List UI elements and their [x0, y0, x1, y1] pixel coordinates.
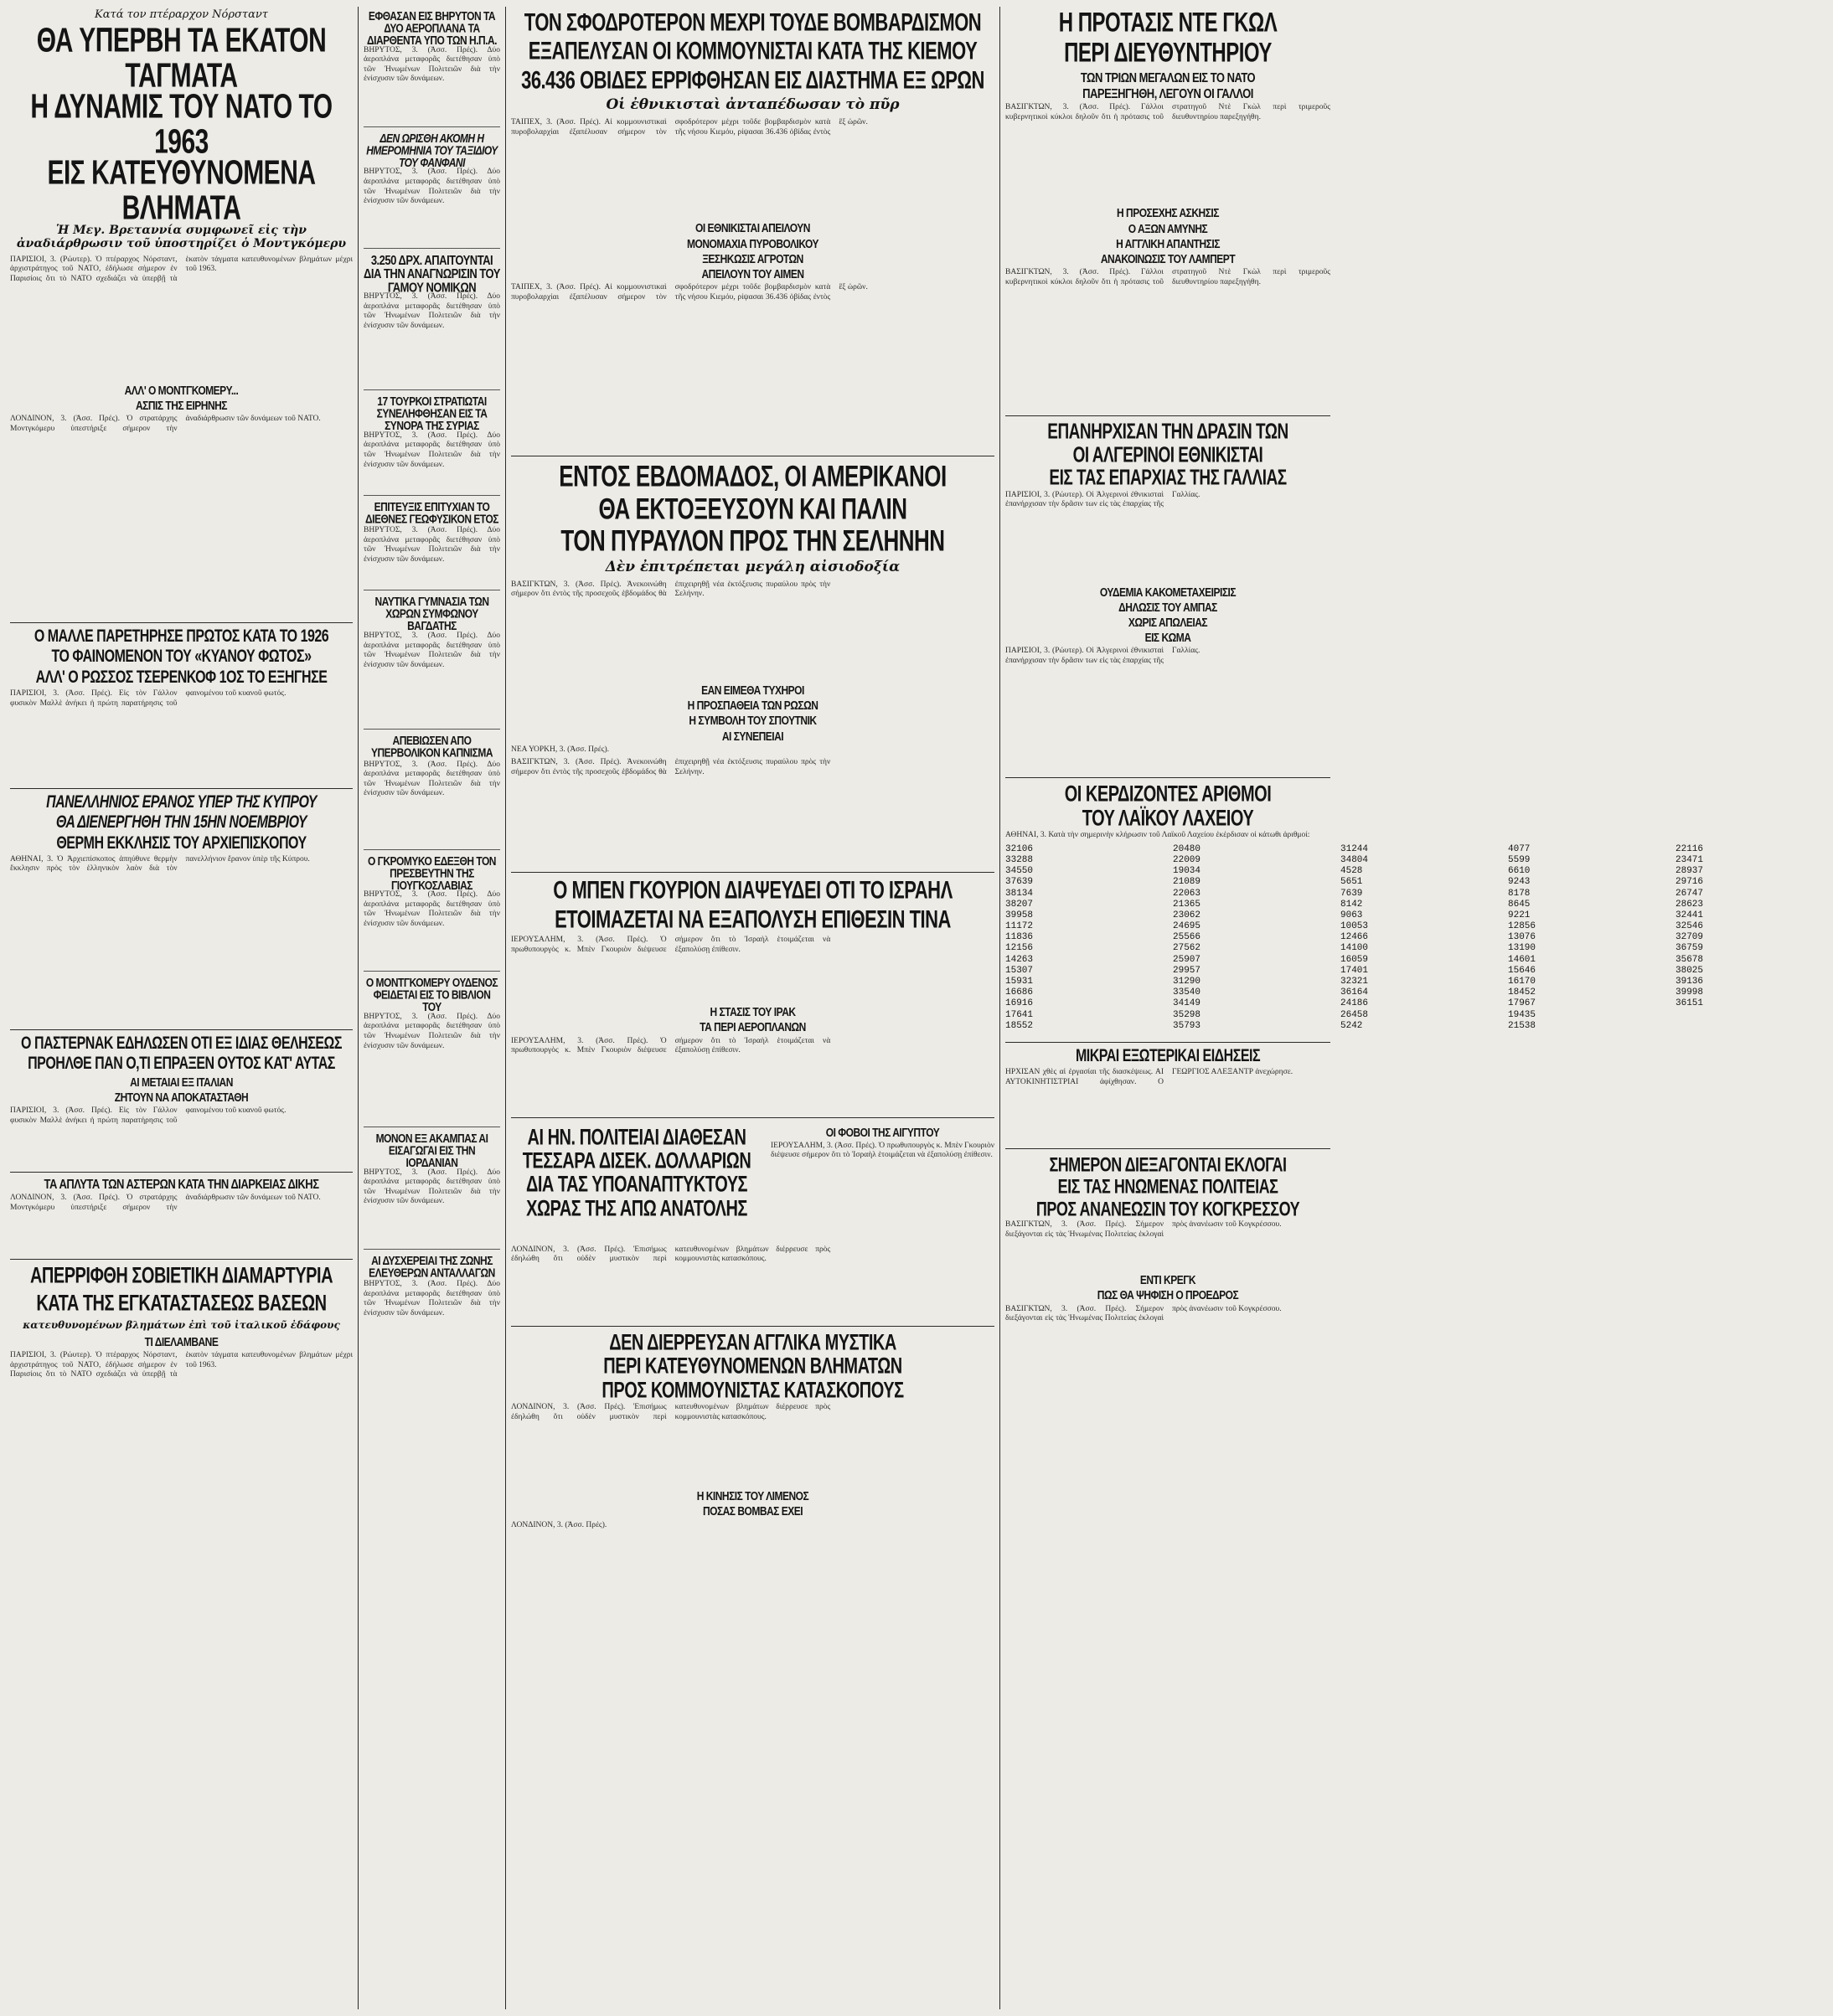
column-center [506, 7, 1000, 2009]
nato-article [10, 8, 353, 616]
israel-sec-planes: ΤΑ ΠΕΡΙ ΑΕΡΟΠΛΑΝΩΝ [700, 1020, 806, 1035]
lottery-number: 11836 [1005, 932, 1034, 943]
lottery-number: 9243 [1508, 877, 1531, 888]
lottery-number: 5651 [1340, 877, 1363, 888]
stars-article [10, 1178, 353, 1252]
lottery-number: 6610 [1508, 866, 1531, 877]
divider [364, 1249, 500, 1250]
column-right [1000, 7, 1704, 2009]
divider [10, 1172, 353, 1173]
geophysical-headline: ΕΠΙΤΕΥΞΙΣ ΕΠΙΤΥΧΙΑΝ ΤΟ ΔΙΕΘΝΕΣ ΓΕΩΦΥΣΙΚΟΝ ΕΤΟΣ [365, 499, 498, 527]
cyprus-body: ΑΘΗΝΑΙ, 3. Ὁ Ἀρχιεπίσκοπος ἀπηύθυνε θερμὴν ἔκκλησιν πρὸς τὸν ἑλληνικὸν λαὸν διὰ τὸν πανελλήνιον ἔρανον ὑπὲρ τῆς Κύπρου. [10, 854, 310, 874]
moon-body: ΒΑΣΙΓΚΤΩΝ, 3. (Ἀσσ. Πρές). Ἀνεκοινώθη σήμερον ὅτι ἐντὸς τῆς προσεχοῦς ἑβδομάδος θὰ ἐπιχειρηθῇ νέα ἐκτόξευσις πυραύλου πρὸς τὴν Σελήνην. [511, 580, 831, 599]
soviet-sec-saying: ΤΙ ΔΙΕΛΑΜΒΑΝΕ [144, 1334, 219, 1349]
usa-aid-article [511, 1123, 994, 1245]
lottery-number: 36759 [1676, 943, 1704, 954]
gaulle-sec-reply: Η ΑΓΓΛΙΚΗ ΑΠΑΝΤΗΣΙΣ [1116, 236, 1220, 251]
nato-kicker: Κατά τον πτέραρχον Νόρσταντ [95, 8, 268, 21]
fanfani-headline: ΔΕΝ ΩΡΙΣΘΗ ΑΚΟΜΗ Η ΗΜΕΡΟΜΗΝΙΑ ΤΟΥ ΤΑΞΙΔΙΟΥ ΤΟΥ ΦΑΝΦΑΝΙ [366, 131, 498, 170]
spies-body: ΛΟΝΔΙΝΟΝ, 3. (Ἀσσ. Πρές). Ἐπισήμως ἐδηλώθη ὅτι οὐδὲν μυστικὸν περὶ κατευθυνομένων βλημάτων διέρρευσε πρὸς κομμουνιστὰς κατασκόπους. [511, 1403, 831, 1421]
lottery-number: 35678 [1676, 954, 1704, 965]
lottery-number: 26747 [1676, 888, 1704, 899]
quemoy-sec-dockers: ΑΠΕΙΛΟΥΝ ΤΟΥ ΑΙΜΕΝ [701, 266, 804, 281]
lottery-number: 4077 [1508, 843, 1531, 854]
lottery-number: 16059 [1340, 954, 1369, 965]
nato-headline-2: Η ΔΥΝΑΜΙΣ ΤΟΥ ΝΑΤΟ ΤΟ 1963 [30, 88, 333, 161]
lottery-number: 36151 [1676, 998, 1704, 1009]
gaulle-sec-exercises: Η ΠΡΟΣΕΧΗΣ ΑΣΚΗΣΙΣ [1117, 206, 1219, 221]
lottery-number: 36164 [1340, 987, 1369, 998]
divider [364, 729, 500, 730]
lottery-number: 17967 [1508, 998, 1536, 1009]
lottery-numbers [1005, 843, 1704, 1037]
quemoy-banner-2: ΕΞΑΠΕΛΥΣΑΝ ΟΙ ΚΟΜΜΟΥΝΙΣΤΑΙ ΚΑΤΑ ΤΗΣ ΚΙΕΜΟΥ [528, 36, 978, 65]
algeria-body-2: ΠΑΡΙΣΙΟΙ, 3. (Ρώυτερ). Οἱ Ἀλγερινοὶ ἐθνικισταὶ ἐπανήρχισαν τὴν δρᾶσιν των εἰς τὰς ἐπαρχίας τῆς Γαλλίας. [1005, 647, 1200, 666]
spies-sec-port: Η ΚΙΝΗΣΙΣ ΤΟΥ ΛΙΜΕΝΟΣ [696, 1488, 809, 1503]
zone-body: ΒΗΡΥΤΟΣ, 3. (Ἀσσ. Πρές). Δύο ἀεροπλάνα μεταφορᾶς διετέθησαν ὑπὸ τῶν Ἡνωμένων Πολιτειῶν διὰ τὴν ἐνίσχυσιν τῶν δυνάμεων. [364, 1280, 500, 1317]
lottery-number: 8142 [1340, 899, 1363, 910]
soviet-headline-3: κατευθυνομένων βλημάτων ἐπὶ τοῦ ἰταλικοῦ ἐδάφους [23, 1319, 340, 1332]
smoking-headline: ΑΠΕΒΙΩΣΕΝ ΑΠΟ ΥΠΕΡΒΟΛΙΚΟΝ ΚΑΠΝΙΣΜΑ [370, 733, 493, 761]
divider [364, 971, 500, 972]
gaulle-body: ΒΑΣΙΓΚΤΩΝ, 3. (Ἀσσ. Πρές). Γάλλοι κυβερνητικοὶ κύκλοι δηλοῦν ὅτι ἡ πρότασις τοῦ στρατηγοῦ Ντὲ Γκὼλ περὶ τριμεροῦς διευθυντηρίου παρεξηγήθη. [1005, 103, 1330, 122]
montgomery-book-body: ΒΗΡΥΤΟΣ, 3. (Ἀσσ. Πρές). Δύο ἀεροπλάνα μεταφορᾶς διετέθησαν ὑπὸ τῶν Ἡνωμένων Πολιτειῶν διὰ τὴν ἐνίσχυσιν τῶν δυνάμεων. [364, 1012, 500, 1050]
lottery-number: 20480 [1173, 843, 1201, 854]
lottery-number: 35793 [1173, 1020, 1201, 1031]
moon-headline-2: ΘΑ ΕΚΤΟΞΕΥΣΟΥΝ ΚΑΙ ΠΑΛΙΝ [598, 492, 907, 526]
lottery-number: 5242 [1340, 1020, 1363, 1031]
nato-headline-3: ΕΙΣ ΚΑΤΕΥΘΥΝΟΜΕΝΑ ΒΛΗΜΑΤΑ [47, 154, 316, 227]
algeria-headline-2: ΟΙ ΑΛΓΕΡΙΝΟΙ ΕΘΝΙΚΙΣΤΑΙ [1072, 443, 1263, 467]
lottery-number: 23471 [1676, 854, 1704, 865]
lottery-number: 31290 [1173, 977, 1201, 987]
divider [511, 872, 994, 873]
cyprus-headline-1: ΠΑΝΕΛΛΗΝΙΟΣ ΕΡΑΝΟΣ ΥΠΕΡ ΤΗΣ ΚΥΠΡΟΥ [46, 792, 317, 812]
cyprus-headline-3: ΘΕΡΜΗ ΕΚΚΛΗΣΙΣ ΤΟΥ ΑΡΧΙΕΠΙΣΚΟΠΟΥ [56, 833, 307, 853]
lottery-number: 32441 [1676, 910, 1704, 920]
divider [1005, 777, 1330, 778]
lottery-number: 28937 [1676, 866, 1704, 877]
usa-aid-headline-1: ΑΙ ΗΝ. ΠΟΛΙΤΕΙΑΙ ΔΙΑΘΕΣΑΝ [527, 1125, 746, 1151]
missiles-body: ΒΗΡΥΤΟΣ, 3. (Ἀσσ. Πρές). Δύο ἀεροπλάνα μεταφορᾶς διετέθησαν ὑπὸ τῶν Ἡνωμένων Πολιτειῶν διὰ τὴν ἐνίσχυσιν τῶν δυνάμεων. [364, 45, 500, 84]
lottery-number: 12156 [1005, 943, 1034, 954]
jordan-body: ΒΗΡΥΤΟΣ, 3. (Ἀσσ. Πρές). Δύο ἀεροπλάνα μεταφορᾶς διετέθησαν ὑπὸ τῶν Ἡνωμένων Πολιτειῶν διὰ τὴν ἐνίσχυσιν τῶν δυνάμεων. [364, 1168, 500, 1206]
lottery-number: 25907 [1173, 954, 1201, 965]
geophysical-body: ΒΗΡΥΤΟΣ, 3. (Ἀσσ. Πρές). Δύο ἀεροπλάνα μεταφορᾶς διετέθησαν ὑπὸ τῶν Ἡνωμένων Πολιτειῶν διὰ τὴν ἐνίσχυσιν τῶν δυνάμεων. [364, 526, 500, 565]
lottery-headline-2: ΤΟΥ ΛΑΪΚΟΥ ΛΑΧΕΙΟΥ [1082, 806, 1254, 832]
lottery-number: 35298 [1173, 1009, 1201, 1020]
israel-body: ΙΕΡΟΥΣΑΛΗΜ, 3. (Ἀσσ. Πρές). Ὁ πρωθυπουργὸς κ. Μπὲν Γκουριὸν διέψευσε σήμερον ὅτι τὸ Ἰσραὴλ ἑτοιμάζεται νὰ ἐξαπολύσῃ ἐπίθεσιν. [511, 936, 831, 954]
lottery-number: 17401 [1340, 965, 1369, 976]
pasternak-body: ΠΑΡΙΣΙΟΙ, 3. (Ἀσσ. Πρές). Εἰς τὸν Γάλλον φυσικὸν Μαλλὲ ἀνήκει ἡ πρώτη παρατήρησις τοῦ φαινομένου τοῦ κυανοῦ φωτός. [10, 1106, 287, 1125]
lottery-number: 34149 [1173, 998, 1201, 1009]
usa-aid-headline-2: ΤΕΣΣΑΡΑ ΔΙΣΕΚ. ΔΟΛΛΑΡΙΩΝ [522, 1148, 751, 1174]
lottery-number: 22009 [1173, 854, 1201, 865]
cyprus-article [10, 794, 353, 1023]
moon-sec-sputnik: Η ΣΥΜΒΟΛΗ ΤΟΥ ΣΠΟΥΤΝΙΚ [689, 714, 817, 728]
soviet-headline-1: ΑΠΕΡΡΙΦΘΗ ΣΟΒΙΕΤΙΚΗ ΔΙΑΜΑΡΤΥΡΙΑ [29, 1263, 333, 1289]
soviet-body: ΠΑΡΙΣΙΟΙ, 3. (Ρώυτερ). Ὁ πτέραρχος Νόρσταντ, ἀρχιστράτηγος τοῦ ΝΑΤΟ, ἐδήλωσε σήμερον ἐν Παρισίοις ὅτι τὸ ΝΑΤΟ σχεδιάζει νὰ ὑπερβῇ τὰ ἑκατὸν τάγματα κατευθυνομένων βλημάτων μέχρι τοῦ 1963. [10, 1351, 353, 1379]
nato-sec-montgomery: ΑΛΛ' Ο ΜΟΝΤΓΚΟΜΕΡΥ... [124, 383, 239, 398]
divider [1005, 1148, 1330, 1149]
malle-headline-2: ΤΟ ΦΑΙΝΟΜΕΝΟΝ ΤΟΥ «ΚΥΑΝΟΥ ΦΩΤΟΣ» [51, 647, 312, 667]
spies-london: ΛΟΝΔΙΝΟΝ, 3. (Ἀσσ. Πρές). [511, 1520, 607, 1529]
lottery-number: 28623 [1676, 899, 1704, 910]
lottery-number: 39136 [1676, 977, 1704, 987]
quemoy-subtitle: Οἱ ἐθνικισταὶ ἀνταπέδωσαν τὸ πῦρ [606, 96, 900, 114]
lawyers-body: ΒΗΡΥΤΟΣ, 3. (Ἀσσ. Πρές). Δύο ἀεροπλάνα μεταφορᾶς διετέθησαν ὑπὸ τῶν Ἡνωμένων Πολιτειῶν διὰ τὴν ἐνίσχυσιν τῶν δυνάμεων. [364, 292, 500, 330]
spies-headline-2: ΠΕΡΙ ΚΑΤΕΥΘΥΝΟΜΕΝΩΝ ΒΛΗΜΑΤΩΝ [603, 1353, 902, 1379]
lottery-number: 12466 [1340, 932, 1369, 943]
lawyers-headline: 3.250 ΔΡΧ. ΑΠΑΙΤΟΥΝΤΑΙ ΔΙΑ ΤΗΝ ΑΝΑΓΝΩΡΙΣΙΝ ΤΟΥ ΓΑΜΟΥ ΝΟΜΙΚΩΝ [364, 253, 500, 296]
lottery-number: 31244 [1340, 843, 1369, 854]
pasternak-sec-restore: ΖΗΤΟΥΝ ΝΑ ΑΠΟΚΑΤΑΣΤΑΘΗ [114, 1090, 249, 1105]
moon-headline-1: ΕΝΤΟΣ ΕΒΔΟΜΑΔΟΣ, ΟΙ ΑΜΕΡΙΚΑΝΟΙ [559, 459, 947, 494]
fanfani-body: ΒΗΡΥΤΟΣ, 3. (Ἀσσ. Πρές). Δύο ἀεροπλάνα μεταφορᾶς διετέθησαν ὑπὸ τῶν Ἡνωμένων Πολιτειῶν διὰ τὴν ἐνίσχυσιν τῶν δυνάμεων. [364, 168, 500, 206]
malle-body: ΠΑΡΙΣΙΟΙ, 3. (Ἀσσ. Πρές). Εἰς τὸν Γάλλον φυσικὸν Μαλλὲ ἀνήκει ἡ πρώτη παρατήρησις τοῦ φαινομένου τοῦ κυανοῦ φωτός. [10, 688, 287, 708]
moon-sec-luck: ΕΑΝ ΕΙΜΕΘΑ ΤΥΧΗΡΟΙ [701, 683, 804, 698]
column-second [359, 7, 506, 2009]
algeria-sec-sabotage: ΟΥΔΕΜΙΑ ΚΑΚΟΜΕΤΑΧΕΙΡΙΣΙΣ [1099, 585, 1237, 600]
lottery-number: 14601 [1508, 954, 1536, 965]
lottery-number: 11172 [1005, 921, 1034, 932]
stars-headline: ΤΑ ΑΠΛΥΤΑ ΤΩΝ ΑΣΤΕΡΩΝ ΚΑΤΑ ΤΗΝ ΔΙΑΡΚΕΙΑΣ ΔΙΚΗΣ [44, 1176, 319, 1192]
montgomery-book-headline: Ο ΜΟΝΤΓΚΟΜΕΡΥ ΟΥΔΕΝΟΣ ΦΕΙΔΕΤΑΙ ΕΙΣ ΤΟ ΒΙΒΛΙΟΝ ΤΟΥ [365, 976, 498, 1015]
algeria-body: ΠΑΡΙΣΙΟΙ, 3. (Ρώυτερ). Οἱ Ἀλγερινοὶ ἐθνικισταὶ ἐπανήρχισαν τὴν δρᾶσιν των εἰς τὰς ἐπαρχίας τῆς Γαλλίας. [1005, 490, 1200, 509]
lottery-number: 33288 [1005, 854, 1034, 865]
gaulle-headline-4: ΠΑΡΕΞΗΓΗΘΗ, ΛΕΓΟΥΝ ΟΙ ΓΑΛΛΟΙ [1082, 85, 1253, 101]
lottery-number: 24695 [1173, 921, 1201, 932]
algeria-sec-nowait: ΧΩΡΙΣ ΑΠΩΛΕΙΑΣ [1128, 615, 1208, 630]
soviet-headline-2: ΚΑΤΑ ΤΗΣ ΕΓΚΑΤΑΣΤΑΣΕΩΣ ΒΑΣΕΩΝ [36, 1291, 327, 1316]
nato-subtitle: Ἡ Μεγ. Βρεταννία συμφωνεῖ εἰς τὴν ἀναδιάρθρωσιν τοῦ ὑποστηρίζει ὁ Μοντγκόμερυ [16, 223, 347, 250]
lottery-number: 5599 [1508, 854, 1531, 865]
elections-headline-3: ΠΡΟΣ ΑΝΑΝΕΩΣΙΝ ΤΟΥ ΚΟΓΚΡΕΣΣΟΥ [1035, 1197, 1300, 1220]
lottery-intro: ΑΘΗΝΑΙ, 3. Κατὰ τὴν σημερινὴν κλήρωσιν τοῦ Λαϊκοῦ Λαχείου ἐκέρδισαν οἱ κάτωθι ἀριθμοί: [1005, 831, 1310, 840]
spies-headline-1: ΔΕΝ ΔΙΕΡΡΕΥΣΑΝ ΑΓΓΛΙΚΑ ΜΥΣΤΙΚΑ [609, 1330, 896, 1356]
lottery-number: 32106 [1005, 843, 1034, 854]
pasternak-sec-italy: ΑΙ ΜΕΤΑΙΑΙ ΕΞ ΙΤΑΛΙΑΝ [130, 1075, 233, 1090]
lottery-number: 7639 [1340, 888, 1363, 899]
israel-headline-1: Ο ΜΠΕΝ ΓΚΟΥΡΙΟΝ ΔΙΑΨΕΥΔΕΙ ΟΤΙ ΤΟ ΙΣΡΑΗΛ [553, 875, 953, 905]
moon-subtitle: Δὲν ἐπιτρέπεται μεγάλη αἰσιοδοξία [605, 558, 901, 575]
lottery-number: 25566 [1173, 932, 1201, 943]
nato-sec-peace: ΑΣΠΙΣ ΤΗΣ ΕΙΡΗΝΗΣ [136, 398, 227, 413]
cyprus-headline-2: ΘΑ ΔΙΕΝΕΡΓΗΘΗ ΤΗΝ 15ΗΝ ΝΟΕΜΒΡΙΟΥ [55, 812, 307, 833]
lottery-number: 29716 [1676, 877, 1704, 888]
lottery-number: 9063 [1340, 910, 1363, 920]
moon-body-2: ΒΑΣΙΓΚΤΩΝ, 3. (Ἀσσ. Πρές). Ἀνεκοινώθη σήμερον ὅτι ἐντὸς τῆς προσεχοῦς ἑβδομάδος θὰ ἐπιχειρηθῇ νέα ἐκτόξευσις πυραύλου πρὸς τὴν Σελήνην. [511, 758, 831, 776]
lottery-number: 19034 [1173, 866, 1201, 877]
pasternak-headline-2: ΠΡΟΗΛΘΕ ΠΑΝ Ο,ΤΙ ΕΠΡΑΞΕΝ ΟΥΤΟΣ ΚΑΤ' ΑΥΤΑΣ [28, 1054, 335, 1074]
gaulle-body-2: ΒΑΣΙΓΚΤΩΝ, 3. (Ἀσσ. Πρές). Γάλλοι κυβερνητικοὶ κύκλοι δηλοῦν ὅτι ἡ πρότασις τοῦ στρατηγοῦ Ντὲ Γκὼλ περὶ τριμεροῦς διευθυντηρίου παρεξηγήθη. [1005, 268, 1330, 286]
gaulle-headline-1: Η ΠΡΟΤΑΣΙΣ ΝΤΕ ΓΚΩΛ [1058, 8, 1278, 39]
lottery-number: 12856 [1508, 921, 1536, 932]
lottery-number: 27562 [1173, 943, 1201, 954]
quemoy-sec-artillery: ΜΟΝΟΜΑΧΙΑ ΠΥΡΟΒΟΛΙΚΟΥ [687, 236, 818, 251]
elections-headline-2: ΕΙΣ ΤΑΣ ΗΝΩΜΕΝΑΣ ΠΟΛΙΤΕΙΑΣ [1057, 1175, 1278, 1199]
divider [1005, 415, 1330, 416]
moon-headline-3: ΤΟΝ ΠΥΡΑΥΛΟΝ ΠΡΟΣ ΤΗΝ ΣΕΛΗΝΗΝ [560, 523, 945, 559]
usa-aid-side [771, 1123, 994, 1245]
usa-aid-headline-block [511, 1123, 762, 1245]
gaulle-headline-2: ΠΕΡΙ ΔΙΕΥΘΥΝΤΗΡΙΟΥ [1064, 38, 1272, 70]
lottery-number: 14263 [1005, 954, 1034, 965]
algeria-sec-abbas: ΔΗΛΩΣΙΣ ΤΟΥ ΑΜΠΑΣ [1118, 600, 1217, 615]
algeria-sec-koma: ΕΙΣ ΚΩΜΑ [1144, 631, 1191, 645]
malle-article [10, 628, 353, 781]
lottery-number: 21365 [1173, 899, 1201, 910]
zone-headline: ΑΙ ΔΥΣΧΕΡΕΙΑΙ ΤΗΣ ΖΩΝΗΣ ΕΛΕΥΘΕΡΩΝ ΑΝΤΑΛΛΑΓΩΝ [369, 1253, 495, 1280]
foreign-headline: ΜΙΚΡΑΙ ΕΞΩΤΕΡΙΚΑΙ ΕΙΔΗΣΕΙΣ [1075, 1046, 1261, 1066]
moon-ny: ΝΕΑ ΥΟΡΚΗ, 3. (Ἀσσ. Πρές). [511, 745, 610, 754]
lottery-number: 33540 [1173, 987, 1201, 998]
lottery-number: 39998 [1676, 987, 1704, 998]
moon-sec-meetings: ΑΙ ΣΥΝΕΠΕΙΑΙ [721, 729, 784, 744]
quemoy-body-2: ΤΑΙΠΕΧ, 3. (Ἀσσ. Πρές). Αἱ κομμουνιστικαὶ πυροβολαρχίαι ἐξαπέλυσαν σήμερον τὸν σφοδρότερον μέχρι τοῦδε βομβαρδισμὸν κατὰ τῆς νήσου Κιεμόυ, ρίψασαι 36.436 ὀβίδας ἐντὸς ἓξ ὡρῶν. [511, 283, 868, 302]
jordan-headline: ΜΟΝΟΝ ΕΞ ΑΚΑΜΠΑΣ ΑΙ ΕΙΣΑΓΩΓΑΙ ΕΙΣ ΤΗΝ ΙΟΡΔΑΝΙΑΝ [375, 1131, 488, 1170]
lottery-number: 38134 [1005, 888, 1034, 899]
malle-headline-3: ΑΛΛ' Ο ΡΩΣΣΟΣ ΤΣΕΡΕΝΚΟΦ 1ΟΣ ΤΟ ΕΞΗΓΗΣΕ [35, 668, 328, 688]
lottery-number: 39958 [1005, 910, 1034, 920]
lottery-number: 32709 [1676, 932, 1704, 943]
lottery-number: 15931 [1005, 977, 1034, 987]
spies-headline-3: ΠΡΟΣ ΚΟΜΜΟΥΝΙΣΤΑΣ ΚΑΤΑΣΚΟΠΟΥΣ [602, 1378, 904, 1404]
divider [364, 389, 500, 390]
lottery-number: 34804 [1340, 854, 1369, 865]
lottery-number: 32321 [1340, 977, 1369, 987]
algeria-headline-3: ΕΙΣ ΤΑΣ ΕΠΑΡΧΙΑΣ ΤΗΣ ΓΑΛΛΙΑΣ [1049, 466, 1287, 491]
usa-aid-headline-4: ΧΩΡΑΣ ΤΗΣ ΑΠΩ ΑΝΑΤΟΛΗΣ [526, 1196, 747, 1222]
lottery-number: 13190 [1508, 943, 1536, 954]
elections-sec-president: ΠΩΣ ΘΑ ΨΗΦΙΣΗ Ο ΠΡΟΕΔΡΟΣ [1097, 1288, 1239, 1303]
lottery-number: 8645 [1508, 899, 1531, 910]
lottery-number: 38207 [1005, 899, 1034, 910]
lottery-number: 19435 [1508, 1009, 1536, 1020]
lottery-number: 17641 [1005, 1009, 1034, 1020]
soviet-article [10, 1265, 353, 1460]
nato-body-2: ΛΟΝΔΙΝΟΝ, 3. (Ἀσσ. Πρές). Ὁ στρατάρχης Μοντγκόμερυ ὑπεστήριξε σήμερον τὴν ἀναδιάρθρωσιν τῶν δυνάμεων τοῦ ΝΑΤΟ. [10, 415, 321, 433]
lottery-number: 18552 [1005, 1020, 1034, 1031]
lottery-number: 32546 [1676, 921, 1704, 932]
gromyko-body: ΒΗΡΥΤΟΣ, 3. (Ἀσσ. Πρές). Δύο ἀεροπλάνα μεταφορᾶς διετέθησαν ὑπὸ τῶν Ἡνωμένων Πολιτειῶν διὰ τὴν ἐνίσχυσιν τῶν δυνάμεων. [364, 890, 500, 928]
lottery-number: 22116 [1676, 843, 1704, 854]
lottery-number: 23062 [1173, 910, 1201, 920]
usa-aid-side-body: ΙΕΡΟΥΣΑΛΗΜ, 3. (Ἀσσ. Πρές). Ὁ πρωθυπουργὸς κ. Μπὲν Γκουριὸν διέψευσε σήμερον ὅτι τὸ Ἰσραὴλ ἑτοιμάζεται νὰ ἐξαπολύσῃ ἐπίθεσιν. [771, 1141, 994, 1160]
elections-sec-kerk: ΕΝΤΙ ΚΡΕΓΚ [1139, 1272, 1196, 1287]
divider [364, 849, 500, 850]
israel-sec-iraq: Η ΣΤΑΣΙΣ ΤΟΥ ΙΡΑΚ [710, 1004, 796, 1019]
lottery-number: 24186 [1340, 998, 1369, 1009]
lottery-number: 29957 [1173, 965, 1201, 976]
malle-headline-1: Ο ΜΑΛΛΕ ΠΑΡΕΤΗΡΗΣΕ ΠΡΩΤΟΣ ΚΑΤΑ ΤΟ 1926 [34, 626, 329, 647]
baghdad-body: ΒΗΡΥΤΟΣ, 3. (Ἀσσ. Πρές). Δύο ἀεροπλάνα μεταφορᾶς διετέθησαν ὑπὸ τῶν Ἡνωμένων Πολιτειῶν διὰ τὴν ἐνίσχυσιν τῶν δυνάμεων. [364, 632, 500, 669]
elections-body: ΒΑΣΙΓΚΤΩΝ, 3. (Ἀσσ. Πρές). Σήμερον διεξάγονται εἰς τὰς Ἡνωμένας Πολιτείας ἐκλογαὶ πρὸς ἀνανέωσιν τοῦ Κογκρέσσου. [1005, 1220, 1282, 1239]
lottery-number: 16916 [1005, 998, 1034, 1009]
lottery-number: 4528 [1340, 866, 1363, 877]
divider [364, 126, 500, 127]
nato-body: ΠΑΡΙΣΙΟΙ, 3. (Ρώυτερ). Ὁ πτέραρχος Νόρσταντ, ἀρχιστράτηγος τοῦ ΝΑΤΟ, ἐδήλωσε σήμερον ἐν Παρισίοις ὅτι τὸ ΝΑΤΟ σχεδιάζει νὰ ὑπερβῇ τὰ ἑκατὸν τάγματα κατευθυνομένων βλημάτων μέχρι τοῦ 1963. [10, 255, 353, 283]
quemoy-sec-farmers: ΞΕΣΗΚΩΣΙΣ ΑΓΡΟΤΩΝ [702, 251, 803, 266]
elections-body-2: ΒΑΣΙΓΚΤΩΝ, 3. (Ἀσσ. Πρές). Σήμερον διεξάγονται εἰς τὰς Ἡνωμένας Πολιτείας ἐκλογαὶ πρὸς ἀνανέωσιν τοῦ Κογκρέσσου. [1005, 1304, 1282, 1323]
pasternak-headline-1: Ο ΠΑΣΤΕΡΝΑΚ ΕΔΗΛΩΣΕΝ ΟΤΙ ΕΞ ΙΔΙΑΣ ΘΕΛΗΣΕΩΣ [21, 1034, 342, 1054]
gaulle-sec-lambert: ΑΝΑΚΟΙΝΩΣΙΣ ΤΟΥ ΛΑΜΠΕΡΤ [1100, 251, 1236, 266]
divider [511, 1117, 994, 1118]
gaulle-headline-3: ΤΩΝ ΤΡΙΩΝ ΜΕΓΑΛΩΝ ΕΙΣ ΤΟ ΝΑΤΟ [1080, 70, 1256, 85]
israel-body-2: ΙΕΡΟΥΣΑΛΗΜ, 3. (Ἀσσ. Πρές). Ὁ πρωθυπουργὸς κ. Μπὲν Γκουριὸν διέψευσε σήμερον ὅτι τὸ Ἰσραὴλ ἑτοιμάζεται νὰ ἐξαπολύσῃ ἐπίθεσιν. [511, 1036, 831, 1055]
spies-sec-bombs: ΠΟΣΑΣ ΒΟΜΒΑΣ ΕΧΕΙ [702, 1504, 803, 1518]
usa-aid-sec-egypt: ΟΙ ΦΟΒΟΙ ΤΗΣ ΑΙΓΥΠΤΟΥ [825, 1125, 940, 1140]
turks-headline: 17 ΤΟΥΡΚΟΙ ΣΤΡΑΤΙΩΤΑΙ ΣΥΝΕΛΗΦΘΗΣΑΝ ΕΙΣ ΤΑ ΣΥΝΟΡΑ ΤΗΣ ΣΥΡΙΑΣ [376, 394, 488, 434]
usa-aid-body: ΛΟΝΔΙΝΟΝ, 3. (Ἀσσ. Πρές). Ἐπισήμως ἐδηλώθη ὅτι οὐδὲν μυστικὸν περὶ κατευθυνομένων βλημάτων διέρρευσε πρὸς κομμουνιστὰς κατασκόπους. [511, 1245, 831, 1264]
lottery-number: 10053 [1340, 921, 1369, 932]
nato-headline-1: ΘΑ ΥΠΕΡΒΗ ΤΑ ΕΚΑΤΟΝ ΤΑΓΜΑΤΑ [36, 22, 327, 95]
divider [10, 1259, 353, 1260]
divider [364, 495, 500, 496]
lottery-number: 34550 [1005, 866, 1034, 877]
column-left [5, 7, 359, 2009]
lottery-number: 13076 [1508, 932, 1536, 943]
smoking-body: ΒΗΡΥΤΟΣ, 3. (Ἀσσ. Πρές). Δύο ἀεροπλάνα μεταφορᾶς διετέθησαν ὑπὸ τῶν Ἡνωμένων Πολιτειῶν διὰ τὴν ἐνίσχυσιν τῶν δυνάμεων. [364, 760, 500, 798]
lottery-number: 9221 [1508, 910, 1531, 920]
lottery-number: 14100 [1340, 943, 1369, 954]
missiles-headline: ΕΦΘΑΣΑΝ ΕΙΣ ΒΗΡΥΤΟΝ ΤΑ ΔΥΟ ΑΕΡΟΠΛΑΝΑ ΤΑ ΔΙΑΡΘΕΝΤΑ ΥΠΟ ΤΩΝ Η.Π.Α. [367, 8, 497, 48]
lottery-number: 26458 [1340, 1009, 1369, 1020]
elections-headline-1: ΣΗΜΕΡΟΝ ΔΙΕΞΑΓΟΝΤΑΙ ΕΚΛΟΓΑΙ [1049, 1152, 1287, 1176]
moon-sec-russian: Η ΠΡΟΣΠΑΘΕΙΑ ΤΩΝ ΡΩΣΩΝ [687, 698, 818, 713]
pasternak-article [10, 1035, 353, 1165]
lottery-number: 21538 [1508, 1020, 1536, 1031]
divider [1005, 1042, 1330, 1043]
divider [10, 1029, 353, 1030]
lottery-number: 37639 [1005, 877, 1034, 888]
divider [364, 248, 500, 249]
quemoy-banner-1: ΤΟΝ ΣΦΟΔΡΟΤΕΡΟΝ ΜΕΧΡΙ ΤΟΥΔΕ ΒΟΜΒΑΡΔΙΣΜΟΝ [524, 8, 982, 37]
lottery-number: 15307 [1005, 965, 1034, 976]
lottery-number: 21089 [1173, 877, 1201, 888]
lottery-number: 22063 [1173, 888, 1201, 899]
lottery-number: 38025 [1676, 965, 1704, 976]
lottery-number: 15646 [1508, 965, 1536, 976]
lottery-number: 8178 [1508, 888, 1531, 899]
turks-body: ΒΗΡΥΤΟΣ, 3. (Ἀσσ. Πρές). Δύο ἀεροπλάνα μεταφορᾶς διετέθησαν ὑπὸ τῶν Ἡνωμένων Πολιτειῶν διὰ τὴν ἐνίσχυσιν τῶν δυνάμεων. [364, 431, 500, 469]
algeria-headline-1: ΕΠΑΝΗΡΧΙΣΑΝ ΤΗΝ ΔΡΑΣΙΝ ΤΩΝ [1047, 420, 1288, 445]
gaulle-sec-defense: Ο ΑΞΩΝ ΑΜΥΝΗΣ [1128, 221, 1208, 236]
gromyko-headline: Ο ΓΚΡΟΜΥΚΟ ΕΔΕΞΘΗ ΤΟΝ ΠΡΕΣΒΕΥΤΗΝ ΤΗΣ ΓΙΟΥΓΚΟΣΛΑΒΙΑΣ [368, 853, 496, 893]
divider [511, 1326, 994, 1327]
lottery-number: 16686 [1005, 987, 1034, 998]
baghdad-headline: ΝΑΥΤΙΚΑ ΓΥΜΝΑΣΙΑ ΤΩΝ ΧΩΡΩΝ ΣΥΜΦΩΝΟΥ ΒΑΓΔΑΤΗΣ [374, 595, 489, 634]
lottery-headline-1: ΟΙ ΚΕΡΔΙΖΟΝΤΕΣ ΑΡΙΘΜΟΙ [1064, 782, 1272, 807]
israel-headline-2: ΕΤΟΙΜΑΖΕΤΑΙ ΝΑ ΕΞΑΠΟΛΥΣΗ ΕΠΙΘΕΣΙΝ ΤΙΝΑ [555, 905, 951, 933]
usa-aid-headline-3: ΔΙΑ ΤΑΣ ΥΠΟΑΝΑΠΤΥΚΤΟΥΣ [525, 1173, 748, 1198]
quemoy-banner-3: 36.436 ΟΒΙΔΕΣ ΕΡΡΙΦΘΗΣΑΝ ΕΙΣ ΔΙΑΣΤΗΜΑ ΕΞ ΩΡΩΝ [521, 65, 984, 94]
lottery-number: 16170 [1508, 977, 1536, 987]
quemoy-body: ΤΑΙΠΕΧ, 3. (Ἀσσ. Πρές). Αἱ κομμουνιστικαὶ πυροβολαρχίαι ἐξαπέλυσαν σήμερον τὸν σφοδρότερον μέχρι τοῦδε βομβαρδισμὸν κατὰ τῆς νήσου Κιεμόυ, ρίψασαι 36.436 ὀβίδας ἐντὸς ἓξ ὡρῶν. [511, 118, 868, 137]
divider [10, 788, 353, 789]
foreign-body: ΗΡΧΙΣΑΝ χθὲς αἱ ἐργασίαι τῆς διασκέψεως. ΑΙ ΑΥΤΟΚΙΝΗΤΙΣΤΡΙΑΙ ἀφίχθησαν. Ο ΓΕΩΡΓΙΟΣ ΑΛΕΞΑΝΤΡ ἀνεχώρησε. [1005, 1068, 1293, 1086]
quemoy-sec-nationalists: ΟΙ ΕΘΝΙΚΙΣΤΑΙ ΑΠΕΙΛΟΥΝ [695, 221, 810, 235]
stars-body: ΛΟΝΔΙΝΟΝ, 3. (Ἀσσ. Πρές). Ὁ στρατάρχης Μοντγκόμερυ ὑπεστήριξε σήμερον τὴν ἀναδιάρθρωσιν τῶν δυνάμεων τοῦ ΝΑΤΟ. [10, 1194, 321, 1212]
divider [10, 622, 353, 623]
lottery-number: 18452 [1508, 987, 1536, 998]
